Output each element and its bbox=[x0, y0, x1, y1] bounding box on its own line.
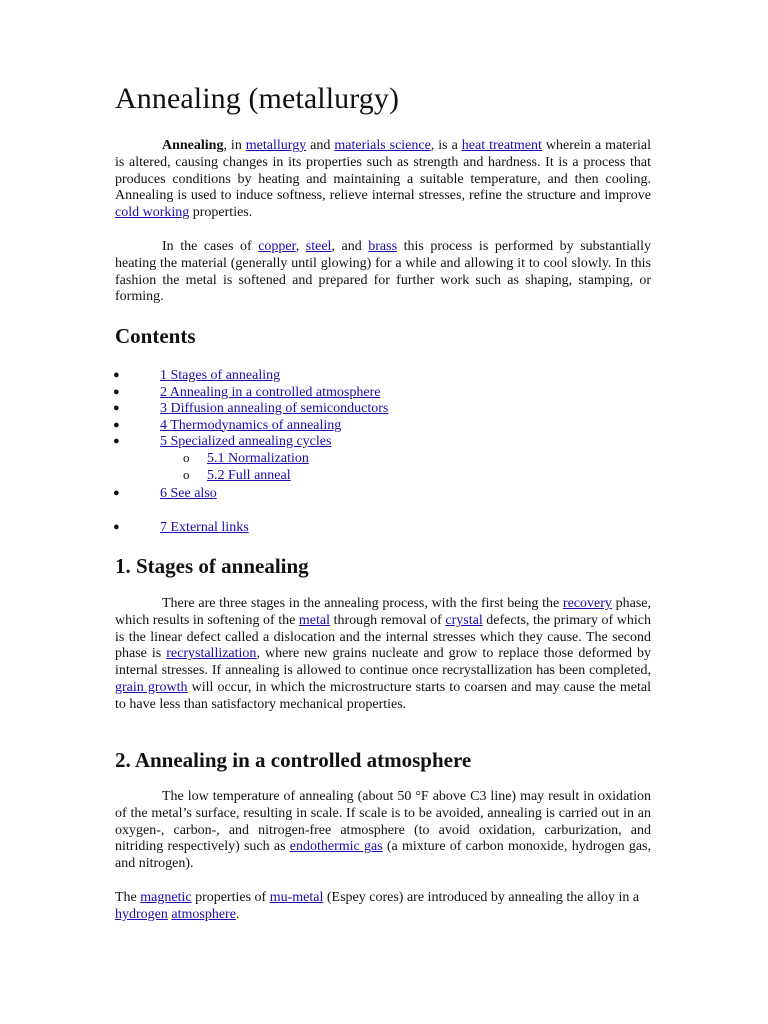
link-cold-working[interactable]: cold working bbox=[115, 205, 190, 221]
link-hydrogen[interactable]: hydrogen bbox=[115, 906, 168, 922]
link-materials-science[interactable]: materials science bbox=[334, 138, 431, 153]
section-heading-stages: 1. Stages of annealing bbox=[115, 554, 309, 578]
link-copper[interactable]: copper bbox=[258, 239, 296, 254]
link-endothermic-gas[interactable]: endothermic gas bbox=[289, 839, 383, 855]
atmosphere-paragraph: The low temperature of annealing (about 50 °F above C3 line) may result in oxidation of the metal’s surface, resulting in scale. If scale is to be avoided, annealing is carried out in an oxygen-, carbon-, and nitrogen-free atmosphere (to avoid oxidation, carburization, and nitriding respectively) such as endothermic gas (a mixture of carbon monoxide, hydrogen gas, and nitrogen). bbox=[115, 789, 651, 872]
toc-link-diffusion[interactable]: 3 Diffusion annealing of semiconductors bbox=[160, 401, 389, 416]
stages-paragraph: There are three stages in the annealing process, with the first being the recovery phase, which results in softening of the metal through removal of crystal defects, the primary of which is the linear defect called a dislocation and the internal stresses which they cause. The second phase is recrystallization, where new grains nucleate and grow to replace those deformed by internal stresses. If annealing is allowed to continue once recrystallization has been completed, grain growth will occur, in which the microstructure starts to coarsen and may cause the metal to have less than satisfactory mechanical properties. bbox=[115, 596, 652, 712]
link-metallurgy[interactable]: metallurgy bbox=[245, 138, 307, 153]
bullet-icon: ● bbox=[113, 385, 120, 398]
page-title: Annealing (metallurgy) bbox=[115, 82, 400, 115]
link-steel[interactable]: steel bbox=[305, 239, 332, 254]
link-recrystallization[interactable]: recrystallization bbox=[166, 646, 257, 662]
link-crystal[interactable]: crystal bbox=[445, 612, 483, 628]
bullet-icon: ● bbox=[113, 521, 120, 533]
link-heat-treatment[interactable]: heat treatment bbox=[461, 138, 542, 153]
toc-link-see-also[interactable]: 6 See also bbox=[160, 486, 217, 501]
bullet-icon: ● bbox=[113, 435, 120, 447]
link-grain-growth[interactable]: grain growth bbox=[115, 679, 188, 695]
toc-link-controlled-atmosphere[interactable]: 2 Annealing in a controlled atmosphere bbox=[160, 384, 381, 400]
toc-link-specialized[interactable]: 5 Specialized annealing cycles bbox=[160, 434, 332, 449]
toc-link-stages[interactable]: 1 Stages of annealing bbox=[160, 368, 281, 383]
circle-bullet-icon: o bbox=[183, 467, 190, 482]
mu-metal-paragraph: The magnetic properties of mu-metal (Espey cores) are introduced by annealing the alloy in a hydrogen atmosphere. bbox=[115, 890, 640, 922]
term-bold: Annealing bbox=[162, 138, 224, 153]
bullet-icon: ● bbox=[113, 487, 120, 499]
link-magnetic[interactable]: magnetic bbox=[140, 890, 192, 905]
intro-paragraph: Annealing, in metallurgy and materials science, is a heat treatment wherein a material is altered, causing changes in its properties such as strength and hardness. It is a process that produces conditions by heating and maintaining a suitable temperature, and then cooling. Annealing is used to induce softness, relieve internal stresses, refine the structure and improve cold working properties. bbox=[115, 138, 651, 221]
section-heading-controlled-atmosphere: 2. Annealing in a controlled atmosphere bbox=[115, 748, 472, 772]
cases-paragraph: In the cases of copper, steel, and brass this process is performed by substantially heating the material (generally until glowing) for a while and allowing it to cool slowly. In this fashion the metal is softened and prepared for further work such as shaping, stamping, or forming. bbox=[115, 239, 651, 305]
link-recovery[interactable]: recovery bbox=[562, 596, 612, 611]
toc-link-thermodynamics[interactable]: 4 Thermodynamics of annealing bbox=[160, 417, 342, 433]
link-metal[interactable]: metal bbox=[298, 612, 331, 628]
link-brass[interactable]: brass bbox=[368, 239, 398, 254]
bullet-icon: ● bbox=[113, 418, 120, 431]
toc-link-external-links[interactable]: 7 External links bbox=[160, 520, 249, 535]
link-mu-metal[interactable]: mu-metal bbox=[269, 890, 324, 905]
contents-heading: Contents bbox=[115, 324, 196, 348]
toc-link-full-anneal[interactable]: 5.2 Full anneal bbox=[207, 468, 291, 483]
bullet-icon: ● bbox=[113, 369, 120, 381]
link-atmosphere[interactable]: atmosphere bbox=[171, 906, 236, 922]
toc-link-normalization[interactable]: 5.1 Normalization bbox=[207, 451, 309, 466]
bullet-icon: ● bbox=[113, 402, 120, 414]
circle-bullet-icon: o bbox=[183, 450, 190, 465]
